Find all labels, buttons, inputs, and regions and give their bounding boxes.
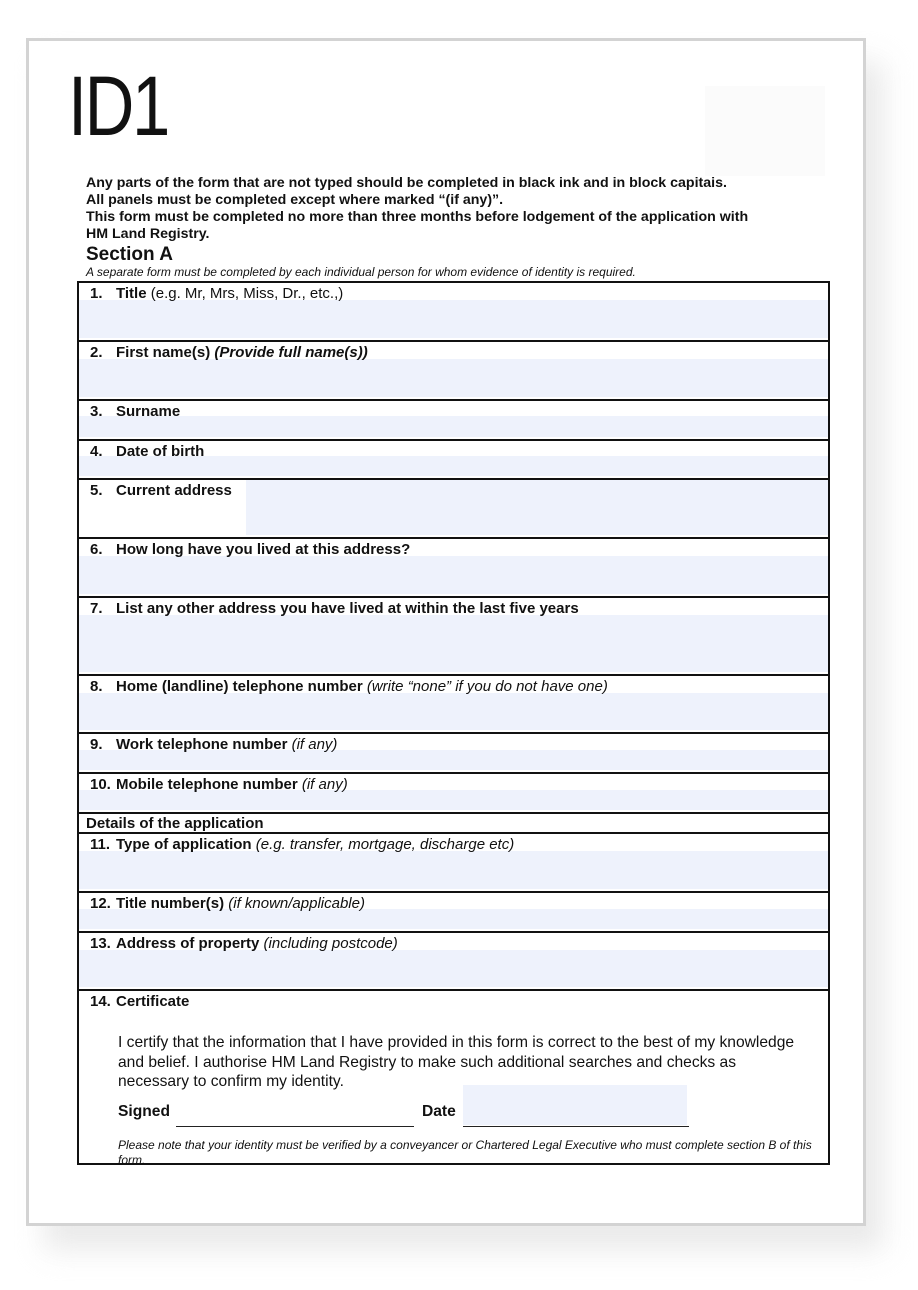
field-label: 2. First name(s) (Provide full name(s)) (90, 344, 368, 361)
field-row-property-address (79, 933, 828, 991)
field-label: 3. Surname (90, 403, 181, 420)
time-at-address-input[interactable] (79, 556, 828, 594)
certificate-row (79, 991, 828, 1167)
field-row-date-of-birth (79, 441, 828, 480)
field-label: 13. Address of property (including postcode) (90, 935, 398, 952)
field-label: 4. Date of birth (90, 443, 205, 460)
form-table (77, 281, 830, 1165)
signed-label: Signed (118, 1103, 170, 1120)
home-phone-input[interactable] (79, 693, 828, 730)
field-row-first-names (79, 342, 828, 401)
work-phone-input[interactable] (79, 750, 828, 770)
field-label: 5. Current address (90, 482, 232, 499)
field-label: 14. Certificate (90, 993, 190, 1010)
first-names-input[interactable] (79, 359, 828, 397)
instructions (86, 175, 826, 243)
mobile-phone-input[interactable] (79, 790, 828, 810)
field-label: 1. Title (e.g. Mr, Mrs, Miss, Dr., etc.,) (90, 285, 344, 302)
faded-logo-area (705, 86, 825, 176)
section-title: Section A (86, 244, 173, 265)
certificate-date-input[interactable] (463, 1085, 687, 1125)
field-row-current-address (79, 480, 828, 539)
instruction-line: Any parts of the form that are not typed should be completed in black ink and in block capitais. (86, 175, 727, 191)
signature-field[interactable] (176, 1126, 414, 1127)
field-label: 10. Mobile telephone number (if any) (90, 776, 348, 793)
field-row-mobile-phone (79, 774, 828, 814)
details-heading-row (79, 814, 828, 834)
form-id: ID1 (68, 59, 168, 153)
instruction-line: All panels must be completed except where marked “(if any)”. (86, 192, 504, 208)
details-heading: Details of the application (86, 815, 264, 832)
field-row-time-at-address (79, 539, 828, 598)
section-note: A separate form must be completed by each individual person for whom evidence of identity is required. (86, 265, 636, 279)
title-numbers-input[interactable] (79, 909, 828, 929)
title-input[interactable] (79, 300, 828, 338)
field-label: 8. Home (landline) telephone number (write “none” if you do not have one) (90, 678, 608, 695)
field-row-surname (79, 401, 828, 441)
field-row-application-type (79, 834, 828, 893)
date-underline (463, 1126, 689, 1127)
certificate-note: Please note that your identity must be verified by a conveyancer or Chartered Legal Executive who must complete section B of this form. (118, 1138, 812, 1167)
other-addresses-input[interactable] (79, 615, 828, 672)
field-label: 7. List any other address you have lived at within the last five years (90, 600, 579, 617)
certificate-text: I certify that the information that I have provided in this form is correct to the best of my knowledge and belief. I authorise HM Land Registry to make such additional searches and checks as necessary to confirm my identity. (118, 1034, 795, 1090)
application-type-input[interactable] (79, 851, 828, 889)
property-address-input[interactable] (79, 950, 828, 987)
field-label: 11. Type of application (e.g. transfer, mortgage, discharge etc) (90, 836, 515, 853)
current-address-input[interactable] (246, 480, 828, 535)
date-label: Date (422, 1103, 456, 1120)
field-label: 12. Title number(s) (if known/applicable) (90, 895, 365, 912)
field-row-home-phone (79, 676, 828, 734)
field-row-title-numbers (79, 893, 828, 933)
field-row-work-phone (79, 734, 828, 774)
instruction-line: This form must be completed no more than three months before lodgement of the application with (86, 209, 749, 225)
field-label: 6. How long have you lived at this address? (90, 541, 411, 558)
field-row-title (79, 283, 828, 342)
field-row-other-addresses (79, 598, 828, 676)
surname-input[interactable] (79, 416, 828, 437)
instruction-line: HM Land Registry. (86, 226, 210, 242)
field-label: 9. Work telephone number (if any) (90, 736, 338, 753)
